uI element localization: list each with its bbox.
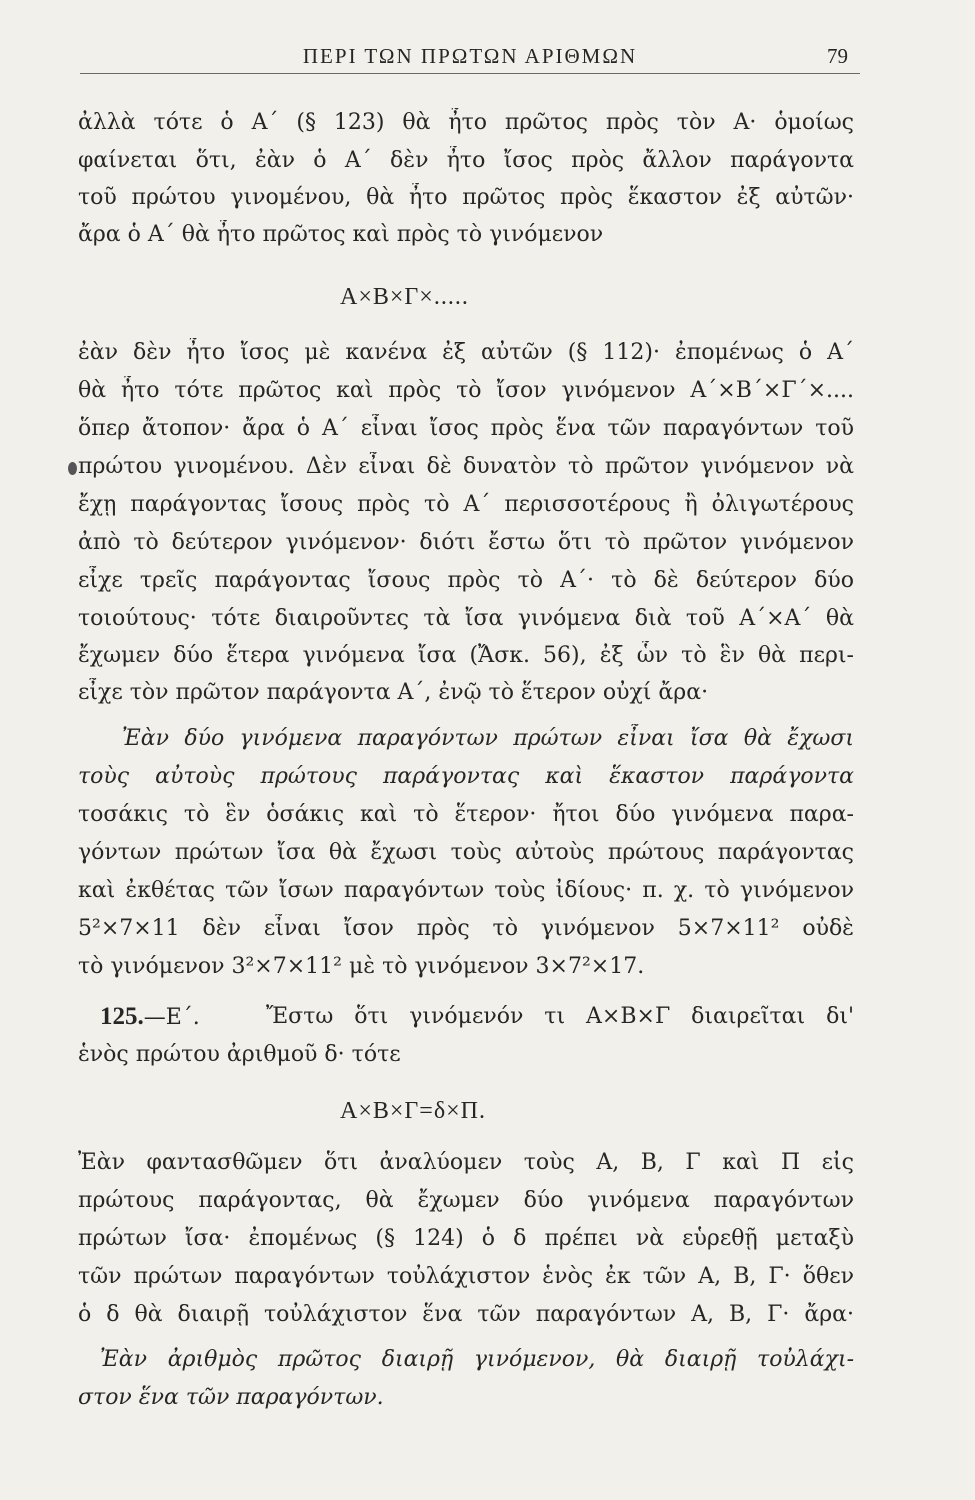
theorem-line: στον ἕνα τῶν παραγόντων. xyxy=(78,1385,384,1410)
text-line: τοῦ πρώτου γινομένου, θὰ ἦτο πρῶτος πρὸς ἕκαστον ἐξ αὐτῶν· xyxy=(78,185,854,210)
text-line: πρώτους παράγοντας, θὰ ἔχωμεν δύο γινόμενα παραγόντων xyxy=(78,1188,854,1213)
section-heading xyxy=(100,1002,260,1033)
formula-product: Α×Β×Γ×..... xyxy=(340,284,469,310)
running-title: ΠΕΡΙ ΤΩΝ ΠΡΩΤΩΝ ΑΡΙΘΜΩΝ xyxy=(302,44,638,68)
text-line: εἶχε τρεῖς παράγοντας ἴσους πρὸς τὸ Α΄· τὸ δὲ δεύτερον δύο xyxy=(78,568,854,593)
text-line: ἄρα ὁ Α΄ θὰ ἦτο πρῶτος καὶ πρὸς τὸ γινόμενον xyxy=(78,222,604,247)
text-line: ὅπερ ἄτοπον· ἄρα ὁ Α΄ εἶναι ἴσος πρὸς ἕνα τῶν παραγόντων τοῦ xyxy=(78,416,854,441)
section-label: —Ε΄. xyxy=(143,1005,200,1030)
section-number: 125. xyxy=(100,1003,144,1030)
text-line: ἑνὸς πρώτου ἀριθμοῦ δ· τότε xyxy=(78,1042,401,1067)
text-line: ὁ δ θὰ διαιρῇ τοὐλάχιστον ἕνα τῶν παραγόντων Α, Β, Γ· ἄρα· xyxy=(78,1302,854,1327)
text-line: τοιούτους· τότε διαιροῦντες τὰ ἴσα γινόμενα διὰ τοῦ Α΄×Α΄ θὰ xyxy=(78,606,854,631)
text-line: καὶ ἐκθέτας τῶν ἴσων παραγόντων τοὺς ἰδίους· π. χ. τὸ γινόμενον xyxy=(78,878,854,903)
text-line: τῶν πρώτων παραγόντων τοὐλάχιστον ἑνὸς ἐκ τῶν Α, Β, Γ· ὅθεν xyxy=(78,1264,854,1289)
text-line: ἔχῃ παράγοντας ἴσους πρὸς τὸ Α΄ περισσοτέρους ἢ ὀλιγωτέρους xyxy=(78,492,854,517)
text-line: εἶχε τὸν πρῶτον παράγοντα Α΄, ἐνῷ τὸ ἕτερον οὐχί ἄρα· xyxy=(78,680,709,705)
text-line: τοσάκις τὸ ἓν ὁσάκις καὶ τὸ ἕτερον· ἤτοι δύο γινόμενα παρα- xyxy=(78,802,854,827)
ink-spot xyxy=(68,462,77,475)
theorem-line: τοὺς αὐτοὺς πρώτους παράγοντας καὶ ἕκαστον παράγοντα xyxy=(78,764,854,789)
text-line: φαίνεται ὅτι, ἐὰν ὁ Α΄ δὲν ἦτο ἴσος πρὸς ἄλλον παράγοντα xyxy=(78,148,854,173)
formula-division: Α×Β×Γ=δ×Π. xyxy=(340,1098,486,1124)
header-rule xyxy=(80,73,860,74)
text-line: ἀλλὰ τότε ὁ Α΄ (§ 123) θὰ ἦτο πρῶτος πρὸς τὸν Α· ὁμοίως xyxy=(78,110,854,135)
text-line: ἔχωμεν δύο ἕτερα γινόμενα ἴσα (Ἄσκ. 56), ἐξ ὧν τὸ ἓν θὰ περι- xyxy=(78,643,854,668)
text-line: πρώτων ἴσα· ἐπομένως (§ 124) ὁ δ πρέπει νὰ εὑρεθῇ μεταξὺ xyxy=(78,1226,854,1251)
text-line: Ἐὰν φαντασθῶμεν ὅτι ἀναλύομεν τοὺς Α, Β, Γ καὶ Π εἰς xyxy=(78,1150,854,1175)
text-line: ἐὰν δὲν ἦτο ἴσος μὲ κανένα ἐξ αὐτῶν (§ 112)· ἐπομένως ὁ Α΄ xyxy=(78,340,854,365)
page-header xyxy=(80,40,860,80)
text-line: τὸ γινόμενον 3²×7×11² μὲ τὸ γινόμενον 3×7²×17. xyxy=(78,954,645,979)
text-line: πρώτου γινομένου. Δὲν εἶναι δὲ δυνατὸν τὸ πρῶτον γινόμενον νὰ xyxy=(78,454,854,479)
text-line: 5²×7×11 δὲν εἶναι ἴσον πρὸς τὸ γινόμενον 5×7×11² οὐδὲ xyxy=(78,916,854,941)
text-line: γόντων πρώτων ἴσα θὰ ἔχωσι τοὺς αὐτοὺς πρώτους παράγοντας xyxy=(78,840,854,865)
theorem-line: Ἐὰν δύο γινόμενα παραγόντων πρώτων εἶναι ἴσα θὰ ἔχωσι xyxy=(122,726,854,751)
text-line: ἀπὸ τὸ δεύτερον γινόμενον· διότι ἔστω ὅτι τὸ πρῶτον γινόμενον xyxy=(78,530,854,555)
theorem-line: Ἐὰν ἀριθμὸς πρῶτος διαιρῇ γινόμενον, θὰ διαιρῇ τοὐλάχι- xyxy=(100,1347,854,1372)
page-number: 79 xyxy=(827,44,848,68)
text-line: θὰ ἦτο τότε πρῶτος καὶ πρὸς τὸ ἴσον γινόμενον Α΄×Β΄×Γ΄×.... xyxy=(78,378,854,403)
text-line: Ἔστω ὅτι γινόμενόν τι Α×Β×Γ διαιρεῖται δι' xyxy=(266,1004,854,1029)
